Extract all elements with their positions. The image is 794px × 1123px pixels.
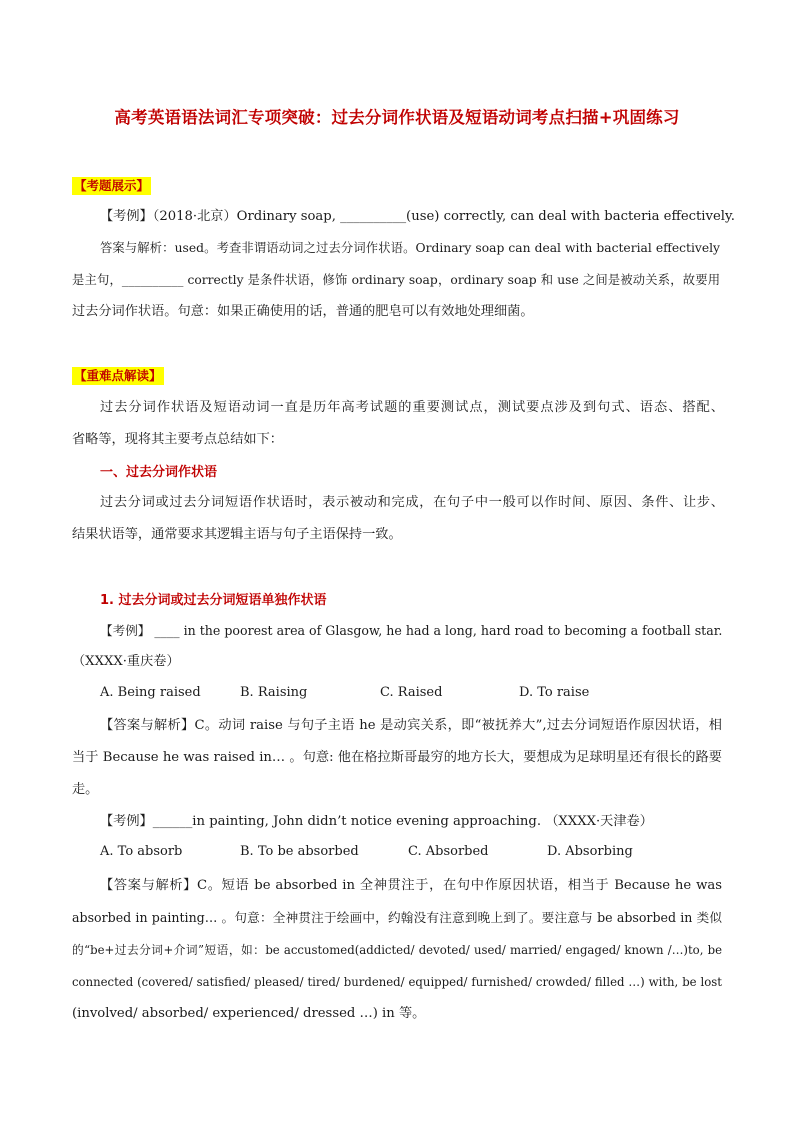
sub-heading: 1. 过去分词或过去分词短语单独作状语 [100,593,327,608]
example2-answer-line-4: connected (covered/ satisfied/ pleased/ tired/ burdened/ equipped/ furnished/ crowded/ filled …) with, be lost [72,975,722,989]
desc-line-2: 结果状语等，通常要求其逻辑主语与句子主语保持一致。 [72,527,402,542]
desc-line-1: 过去分词或过去分词短语作状语时，表示被动和完成，在句子中一般可以作时间、原因、条件、让步、 [100,495,724,510]
intro-line-2: 省略等，现将其主要考点总结如下： [72,432,283,447]
section-heading: 一、过去分词作状语 [100,465,218,480]
answer-line-1: 答案与解析：used。考查非谓语动词之过去分词作状语。Ordinary soap can deal with bacterial effectively [100,241,720,255]
document-title: 高考英语语法词汇专项突破：过去分词作状语及短语动词考点扫描+巩固练习 [114,108,680,127]
example2-answer-line-5: (involved/ absorbed/ experienced/ dressed …) in 等。 [72,1006,426,1021]
example2-option-b: B. To be absorbed [240,844,359,859]
example2-answer-line-1: 【答案与解析】C。短语 be absorbed in 全神贯注于，在句中作原因状语，相当于 Because he was [100,878,722,893]
example1-option-d: D. To raise [519,685,590,700]
example1-question-line: 【考例】 ____ in the poorest area of Glasgow, he had a long, hard road to becoming a football star. [100,623,722,638]
example-question-line: 【考例】（2018·北京）Ordinary soap, __________(use) correctly, can deal with bacteria effectively. [100,209,735,224]
section-tag-exam-display: 【考题展示】 [74,178,150,193]
example2-option-c: C. Absorbed [408,844,489,859]
example1-source: （XXXX·重庆卷） [72,654,180,669]
example2-option-a: A. To absorb [100,844,183,859]
section-tag-key-points: 【重难点解读】 [74,368,162,383]
example2-answer-line-2: absorbed in painting… 。句意：全神贯注于绘画中，约翰没有注意到晚上到了。要注意与 be absorbed in 类似 [72,910,722,925]
example2-option-d: D. Absorbing [547,844,633,859]
example2-answer-line-3: 的“be+过去分词+介词”短语，如：be accustomed(addicted/ devoted/ used/ married/ engaged/ known /…)to, be [72,943,722,957]
answer-line-2: 是主句，__________ correctly 是条件状语，修饰 ordinary soap，ordinary soap 和 use 之间是被动关系，故要用 [72,273,720,287]
example1-answer-line-2: 当于 Because he was raised in… 。句意: 他在格拉斯哥最穷的地方长大，要想成为足球明星还有很长的路要 [72,750,722,765]
example1-answer-line-1: 【答案与解析】C。动词 raise 与句子主语 he 是动宾关系，即“被抚养大”,过去分词短语作原因状语，相 [100,718,722,733]
example1-answer-line-3: 走。 [72,782,99,797]
intro-line-1: 过去分词作状语及短语动词一直是历年高考试题的重要测试点，测试要点涉及到句式、语态、搭配、 [100,400,724,415]
example2-question-line: 【考例】______in painting, John didn’t notice evening approaching. （XXXX·天津卷） [100,814,653,829]
example1-option-a: A. Being raised [100,685,201,700]
example1-option-c: C. Raised [380,685,443,700]
answer-line-3: 过去分词作状语。句意：如果正确使用的话，普通的肥皂可以有效地处理细菌。 [72,304,534,319]
example1-option-b: B. Raising [240,685,308,700]
